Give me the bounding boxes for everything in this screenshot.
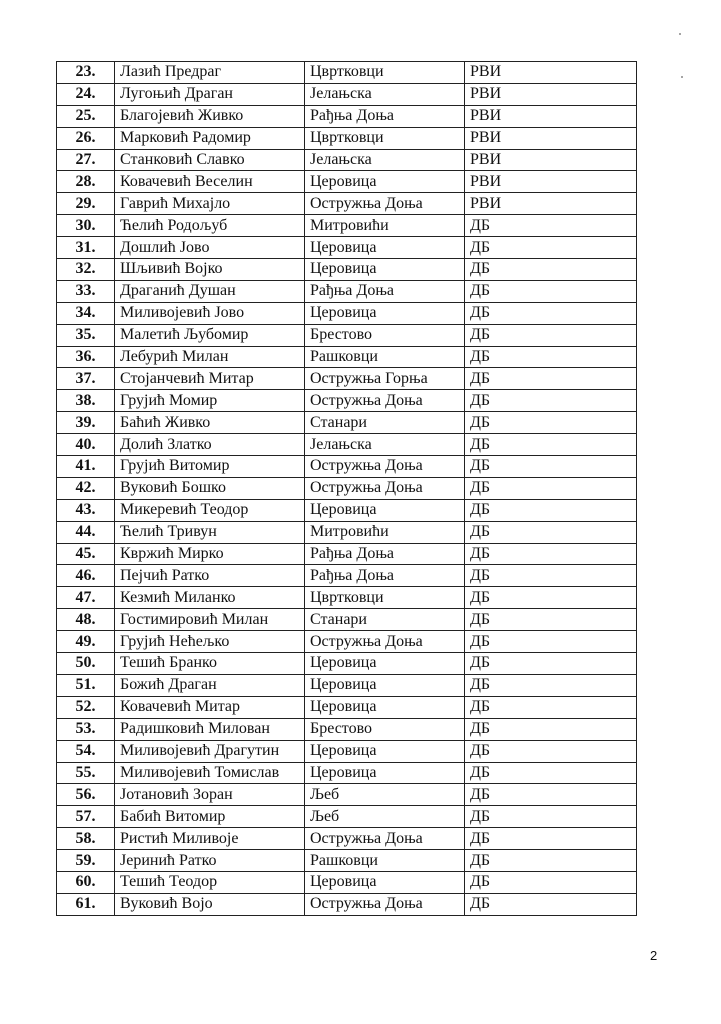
village-cell: Церовица	[305, 259, 465, 281]
village-cell: Церовица	[305, 674, 465, 696]
person-name-cell: Тешић Теодор	[115, 871, 305, 893]
table-row	[57, 434, 637, 456]
person-name-cell: Вуковић Бошко	[115, 477, 305, 499]
person-name-cell: Вуковић Војо	[115, 893, 305, 915]
table-row	[57, 674, 637, 696]
row-number-cell: 52.	[57, 696, 115, 718]
category-cell: ДБ	[465, 784, 637, 806]
table-row	[57, 280, 637, 302]
table-row	[57, 83, 637, 105]
scan-speck	[679, 33, 681, 35]
table-row	[57, 499, 637, 521]
row-number-cell: 42.	[57, 477, 115, 499]
category-cell: ДБ	[465, 368, 637, 390]
table-row	[57, 368, 637, 390]
row-number-cell: 32.	[57, 259, 115, 281]
person-name-cell: Ћелић Тривун	[115, 521, 305, 543]
row-number-cell: 54.	[57, 740, 115, 762]
category-cell: ДБ	[465, 412, 637, 434]
village-cell: Станари	[305, 412, 465, 434]
row-number-cell: 46.	[57, 565, 115, 587]
row-number-cell: 41.	[57, 456, 115, 478]
table-row	[57, 105, 637, 127]
category-cell: РВИ	[465, 127, 637, 149]
scan-speck	[681, 76, 683, 78]
row-number-cell: 36.	[57, 346, 115, 368]
person-name-cell: Гостимировић Милан	[115, 609, 305, 631]
category-cell: ДБ	[465, 565, 637, 587]
category-cell: ДБ	[465, 587, 637, 609]
row-number-cell: 60.	[57, 871, 115, 893]
category-cell: ДБ	[465, 324, 637, 346]
category-cell: ДБ	[465, 850, 637, 872]
village-cell: Церовица	[305, 871, 465, 893]
person-name-cell: Микеревић Теодор	[115, 499, 305, 521]
table-row	[57, 477, 637, 499]
village-cell: Јелањска	[305, 83, 465, 105]
row-number-cell: 49.	[57, 631, 115, 653]
village-cell: Рађња Доња	[305, 280, 465, 302]
row-number-cell: 51.	[57, 674, 115, 696]
village-cell: Церовица	[305, 302, 465, 324]
village-cell: Цвртковци	[305, 62, 465, 84]
village-cell: Церовица	[305, 762, 465, 784]
village-cell: Рађња Доња	[305, 543, 465, 565]
person-name-cell: Стојанчевић Митар	[115, 368, 305, 390]
table-row	[57, 653, 637, 675]
table-row	[57, 543, 637, 565]
category-cell: ДБ	[465, 609, 637, 631]
person-name-cell: Јеринић Ратко	[115, 850, 305, 872]
village-cell: Церовица	[305, 237, 465, 259]
row-number-cell: 43.	[57, 499, 115, 521]
category-cell: РВИ	[465, 62, 637, 84]
category-cell: ДБ	[465, 696, 637, 718]
village-cell: Остружња Доња	[305, 477, 465, 499]
village-cell: Јелањска	[305, 149, 465, 171]
person-name-cell: Тешић Бранко	[115, 653, 305, 675]
table-row	[57, 390, 637, 412]
row-number-cell: 47.	[57, 587, 115, 609]
category-cell: ДБ	[465, 806, 637, 828]
row-number-cell: 25.	[57, 105, 115, 127]
person-name-cell: Грујић Витомир	[115, 456, 305, 478]
row-number-cell: 57.	[57, 806, 115, 828]
person-name-cell: Миливојевић Томислав	[115, 762, 305, 784]
person-name-cell: Божић Драган	[115, 674, 305, 696]
row-number-cell: 27.	[57, 149, 115, 171]
category-cell: ДБ	[465, 477, 637, 499]
village-cell: Остружња Доња	[305, 828, 465, 850]
table-row	[57, 456, 637, 478]
row-number-cell: 56.	[57, 784, 115, 806]
row-number-cell: 55.	[57, 762, 115, 784]
table-row	[57, 412, 637, 434]
row-number-cell: 31.	[57, 237, 115, 259]
table-row	[57, 62, 637, 84]
table-row	[57, 871, 637, 893]
village-cell: Церовица	[305, 171, 465, 193]
category-cell: ДБ	[465, 259, 637, 281]
table-row	[57, 565, 637, 587]
table-row	[57, 696, 637, 718]
roster-table	[56, 61, 637, 916]
row-number-cell: 45.	[57, 543, 115, 565]
person-name-cell: Квржић Мирко	[115, 543, 305, 565]
village-cell: Остружња Горња	[305, 368, 465, 390]
person-name-cell: Ристић Миливоје	[115, 828, 305, 850]
person-name-cell: Ковачевић Митар	[115, 696, 305, 718]
village-cell: Брестово	[305, 718, 465, 740]
row-number-cell: 29.	[57, 193, 115, 215]
person-name-cell: Ћелић Родољуб	[115, 215, 305, 237]
table-row	[57, 631, 637, 653]
row-number-cell: 34.	[57, 302, 115, 324]
row-number-cell: 28.	[57, 171, 115, 193]
table-row	[57, 302, 637, 324]
category-cell: РВИ	[465, 171, 637, 193]
row-number-cell: 58.	[57, 828, 115, 850]
village-cell: Цвртковци	[305, 127, 465, 149]
village-cell: Брестово	[305, 324, 465, 346]
category-cell: ДБ	[465, 762, 637, 784]
category-cell: ДБ	[465, 521, 637, 543]
person-name-cell: Миливојевић Драгутин	[115, 740, 305, 762]
table-row	[57, 587, 637, 609]
row-number-cell: 33.	[57, 280, 115, 302]
category-cell: ДБ	[465, 499, 637, 521]
table-row	[57, 806, 637, 828]
table-row	[57, 193, 637, 215]
category-cell: ДБ	[465, 653, 637, 675]
row-number-cell: 48.	[57, 609, 115, 631]
person-name-cell: Пејчић Ратко	[115, 565, 305, 587]
roster-table-body	[57, 62, 637, 916]
category-cell: ДБ	[465, 631, 637, 653]
village-cell: Церовица	[305, 499, 465, 521]
person-name-cell: Миливојевић Јово	[115, 302, 305, 324]
table-row	[57, 718, 637, 740]
person-name-cell: Грујић Нећељко	[115, 631, 305, 653]
row-number-cell: 59.	[57, 850, 115, 872]
row-number-cell: 37.	[57, 368, 115, 390]
category-cell: РВИ	[465, 149, 637, 171]
person-name-cell: Лазић Предраг	[115, 62, 305, 84]
village-cell: Церовица	[305, 653, 465, 675]
person-name-cell: Благојевић Живко	[115, 105, 305, 127]
village-cell: Митровићи	[305, 215, 465, 237]
category-cell: ДБ	[465, 893, 637, 915]
category-cell: РВИ	[465, 83, 637, 105]
table-row	[57, 237, 637, 259]
row-number-cell: 50.	[57, 653, 115, 675]
village-cell: Митровићи	[305, 521, 465, 543]
category-cell: ДБ	[465, 543, 637, 565]
village-cell: Рашковци	[305, 346, 465, 368]
village-cell: Рађња Доња	[305, 105, 465, 127]
village-cell: Љеб	[305, 784, 465, 806]
category-cell: ДБ	[465, 456, 637, 478]
category-cell: ДБ	[465, 434, 637, 456]
table-row	[57, 762, 637, 784]
village-cell: Остружња Доња	[305, 893, 465, 915]
village-cell: Станари	[305, 609, 465, 631]
village-cell: Церовица	[305, 696, 465, 718]
person-name-cell: Ковачевић Веселин	[115, 171, 305, 193]
category-cell: ДБ	[465, 215, 637, 237]
table-row	[57, 324, 637, 346]
category-cell: ДБ	[465, 740, 637, 762]
person-name-cell: Јотановић Зоран	[115, 784, 305, 806]
row-number-cell: 39.	[57, 412, 115, 434]
category-cell: ДБ	[465, 237, 637, 259]
person-name-cell: Бабић Витомир	[115, 806, 305, 828]
table-row	[57, 850, 637, 872]
row-number-cell: 30.	[57, 215, 115, 237]
row-number-cell: 26.	[57, 127, 115, 149]
row-number-cell: 23.	[57, 62, 115, 84]
village-cell: Рашковци	[305, 850, 465, 872]
village-cell: Остружња Доња	[305, 456, 465, 478]
row-number-cell: 53.	[57, 718, 115, 740]
category-cell: ДБ	[465, 828, 637, 850]
person-name-cell: Станковић Славко	[115, 149, 305, 171]
category-cell: РВИ	[465, 193, 637, 215]
table-row	[57, 521, 637, 543]
person-name-cell: Драганић Душан	[115, 280, 305, 302]
category-cell: РВИ	[465, 105, 637, 127]
page-number: 2	[650, 948, 658, 963]
table-row	[57, 259, 637, 281]
category-cell: ДБ	[465, 280, 637, 302]
category-cell: ДБ	[465, 871, 637, 893]
village-cell: Јелањска	[305, 434, 465, 456]
village-cell: Рађња Доња	[305, 565, 465, 587]
person-name-cell: Лебурић Милан	[115, 346, 305, 368]
category-cell: ДБ	[465, 718, 637, 740]
table-row	[57, 346, 637, 368]
category-cell: ДБ	[465, 346, 637, 368]
row-number-cell: 35.	[57, 324, 115, 346]
table-row	[57, 893, 637, 915]
village-cell: Остружња Доња	[305, 193, 465, 215]
village-cell: Цвртковци	[305, 587, 465, 609]
person-name-cell: Бaћић Живко	[115, 412, 305, 434]
person-name-cell: Гаврић Михајло	[115, 193, 305, 215]
person-name-cell: Марковић Радомир	[115, 127, 305, 149]
person-name-cell: Дошлић Јово	[115, 237, 305, 259]
row-number-cell: 40.	[57, 434, 115, 456]
person-name-cell: Кезмић Миланко	[115, 587, 305, 609]
person-name-cell: Долић Златко	[115, 434, 305, 456]
person-name-cell: Шљивић Војко	[115, 259, 305, 281]
table-row	[57, 171, 637, 193]
table-row	[57, 828, 637, 850]
table-row	[57, 215, 637, 237]
table-row	[57, 784, 637, 806]
village-cell: Остружња Доња	[305, 390, 465, 412]
row-number-cell: 44.	[57, 521, 115, 543]
row-number-cell: 38.	[57, 390, 115, 412]
row-number-cell: 24.	[57, 83, 115, 105]
person-name-cell: Радишковић Милован	[115, 718, 305, 740]
village-cell: Церовица	[305, 740, 465, 762]
table-row	[57, 609, 637, 631]
row-number-cell: 61.	[57, 893, 115, 915]
person-name-cell: Малетић Љубомир	[115, 324, 305, 346]
table-row	[57, 149, 637, 171]
table-row	[57, 127, 637, 149]
category-cell: ДБ	[465, 674, 637, 696]
person-name-cell: Грујић Момир	[115, 390, 305, 412]
category-cell: ДБ	[465, 302, 637, 324]
table-row	[57, 740, 637, 762]
village-cell: Остружња Доња	[305, 631, 465, 653]
village-cell: Љеб	[305, 806, 465, 828]
person-name-cell: Лугоњић Драган	[115, 83, 305, 105]
category-cell: ДБ	[465, 390, 637, 412]
